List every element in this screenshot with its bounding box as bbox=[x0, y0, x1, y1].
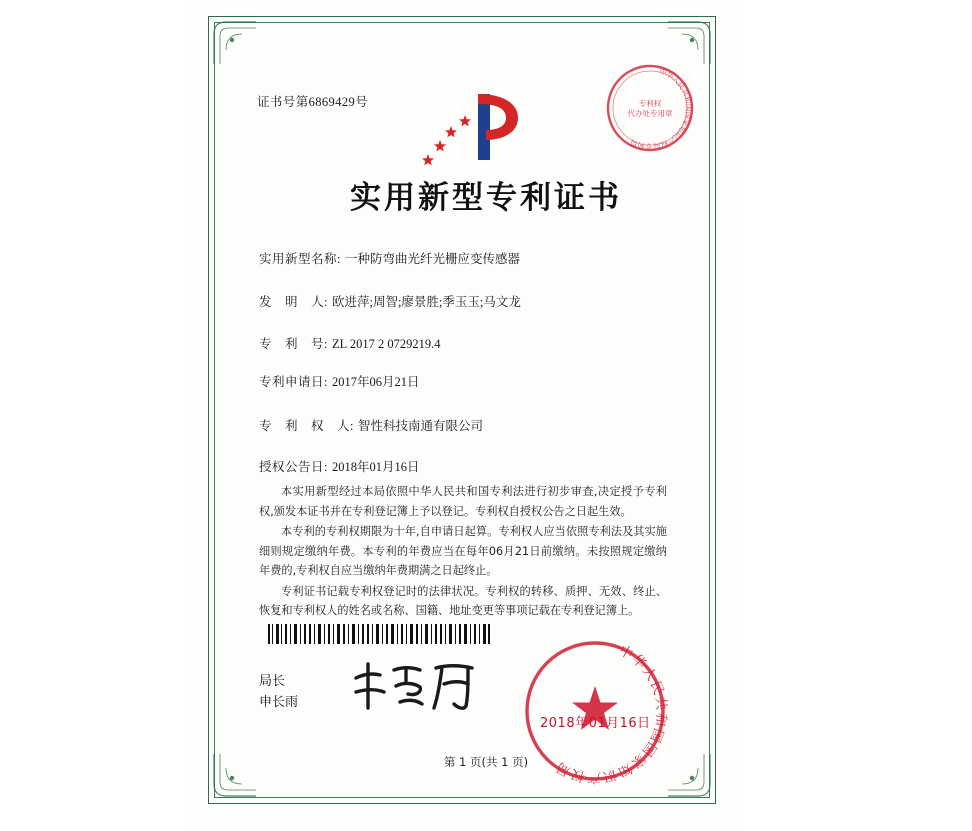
field-grant-announcement-date bbox=[259, 457, 420, 475]
field-value: 2018年01月16日 bbox=[331, 460, 420, 474]
svg-text:专利权: 专利权 bbox=[638, 99, 662, 108]
signature-handwriting bbox=[350, 658, 500, 714]
corner-ornament-icon bbox=[666, 20, 712, 66]
field-value: 2017年06月21日 bbox=[331, 375, 420, 389]
body-paragraph: 本实用新型经过本局依照中华人民共和国专利法进行初步审查,决定授予专利权,颁发本证书并在专利登记簿上予以登记。专利权自授权公告之日起生效。 bbox=[259, 485, 667, 518]
agency-seal-stamp bbox=[604, 62, 696, 154]
seal-date: 2018年01月16日 bbox=[540, 716, 651, 731]
body-text bbox=[259, 482, 667, 622]
svg-text:代办处专用章: 代办处专用章 bbox=[627, 109, 673, 118]
body-paragraph: 本专利的专利权期限为十年,自申请日起算。专利权人应当依照专利法及其实施细则规定缴纳年费。本专利的年费应当在每年06月21日前缴纳。未按照规定缴纳年费的,专利权自应当缴纳年费期满之日起终止。 bbox=[259, 525, 667, 577]
field-value: 欧进萍;周智;廖景胜;季玉玉;马文龙 bbox=[331, 295, 521, 309]
field-value: 一种防弯曲光纤光栅应变传感器 bbox=[344, 252, 520, 266]
field-patent-number bbox=[259, 334, 441, 352]
page-title: 实用新型专利证书 bbox=[350, 180, 622, 216]
field-label: 专 利 号: bbox=[259, 337, 328, 351]
field-label: 专利申请日: bbox=[259, 375, 328, 389]
page-footer: 第 1 页(共 1 页) bbox=[443, 755, 529, 769]
svg-text:中华人民共和国国家知识产权局: 中华人民共和国国家知识产权局 bbox=[552, 642, 670, 786]
director-label bbox=[259, 671, 298, 713]
corner-ornament-icon bbox=[212, 20, 258, 66]
svg-text:中华人民共和国国家知识产权局专利局: 中华人民共和国国家知识产权局专利局 bbox=[628, 66, 693, 152]
body-paragraph: 专利证书记载专利权登记时的法律状况。专利权的转移、质押、无效、终止、恢复和专利权人的姓名或名称、国籍、地址变更等事项记载在专利登记簿上。 bbox=[259, 584, 667, 617]
barcode bbox=[268, 624, 490, 644]
field-application-date bbox=[259, 372, 420, 390]
field-label: 发 明 人: bbox=[259, 295, 328, 309]
certificate-number: 证书号第6869429号 bbox=[257, 95, 369, 109]
field-utility-model-name bbox=[259, 249, 520, 267]
patent-office-logo-icon bbox=[420, 88, 530, 166]
field-value: 智性科技南通有限公司 bbox=[357, 419, 483, 433]
field-label: 实用新型名称: bbox=[259, 252, 341, 266]
field-inventors bbox=[259, 292, 521, 310]
field-value: ZL 2017 2 0729219.4 bbox=[331, 337, 441, 351]
field-patentee bbox=[259, 416, 483, 434]
field-label: 授权公告日: bbox=[259, 460, 328, 474]
field-label: 专 利 权 人: bbox=[259, 419, 354, 433]
director-name: 申长雨 bbox=[259, 695, 299, 710]
director-title: 局长 bbox=[259, 674, 286, 689]
